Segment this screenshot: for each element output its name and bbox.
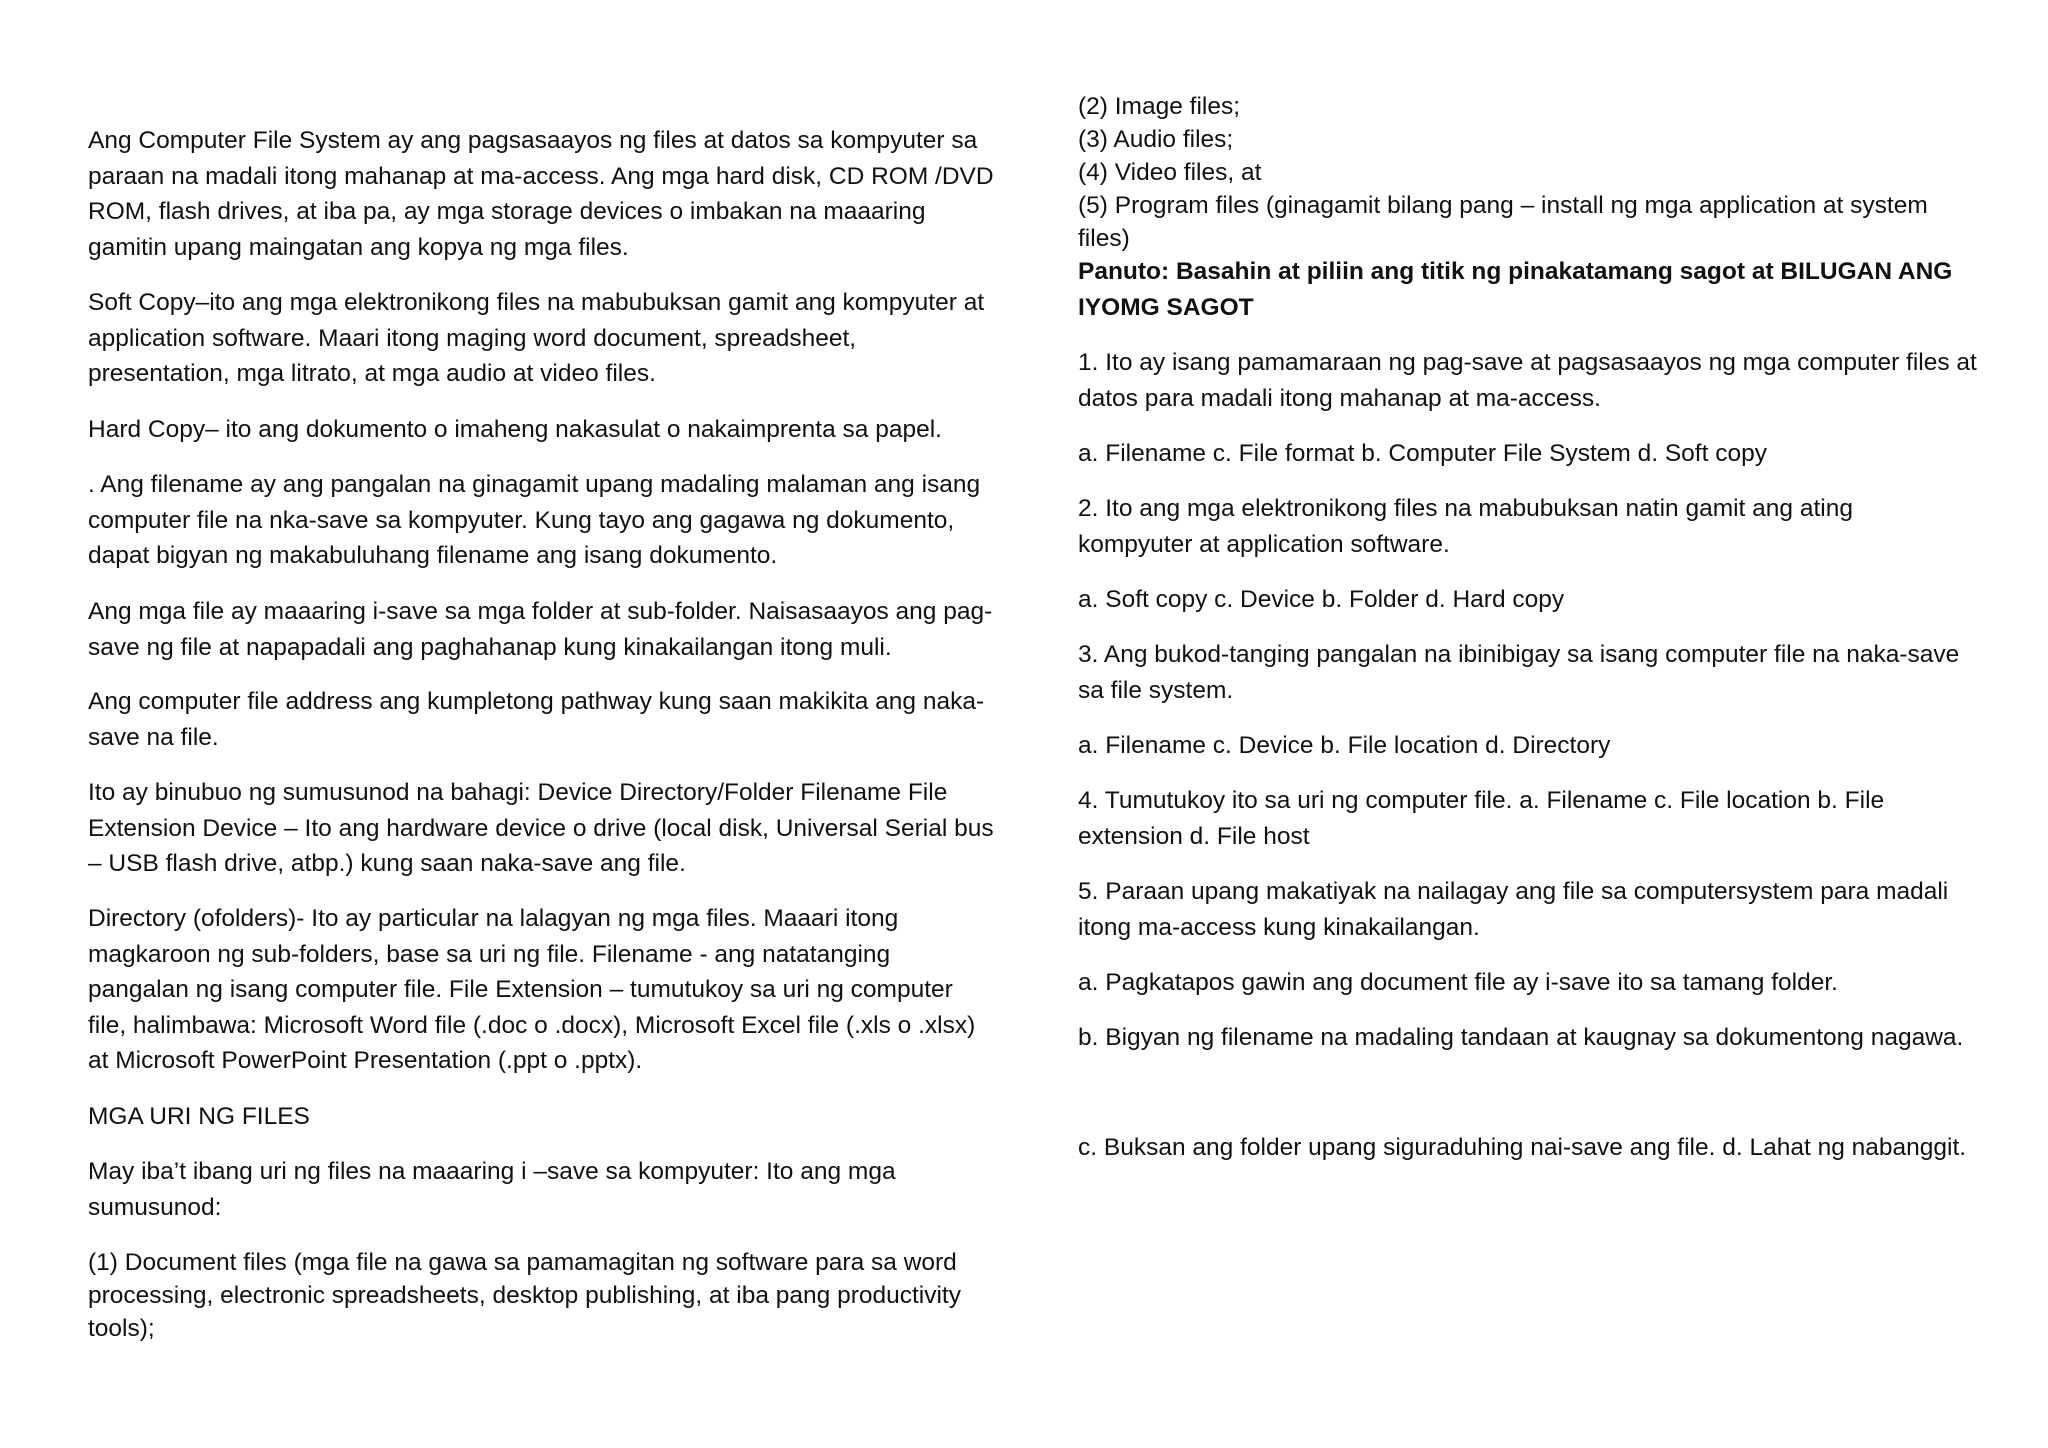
instructions: Panuto: Basahin at piliin ang titik ng pinakatamang sagot at BILUGAN ANG IYOMG SAGOT [1078, 258, 1953, 321]
paragraph-directory: Directory (ofolders)- Ito ay particular na lalagyan ng mga files. Maaari itong magkaroon ng sub-folders, base sa uri ng file. Filename - ang natatanging pangalan ng isang computer file. File Extension – tumutukoy sa uri ng computer file, halimbawa: Microsoft Word file (.doc o .docx), Microsoft Excel file (.xls o .xlsx) at Microsoft PowerPoint Presentation (.ppt o .pptx). [88, 905, 976, 1074]
paragraph-address-parts: Ito ay binubuo ng sumusunod na bahagi: Device Directory/Folder Filename File Extension Device – Ito ang hardware device o drive (local disk, Universal Serial bus – USB flash drive, atbp.) kung saan naka-save ang file. [88, 779, 994, 877]
choice-5b: b. Bigyan ng filename na madaling tandaan at kaugnay sa dokumentong nagawa. [1078, 1024, 1964, 1051]
choices-1: a. Filename c. File format b. Computer File System d. Soft copy [1078, 440, 1767, 467]
choices-3: a. Filename c. Device b. File location d. Directory [1078, 732, 1611, 759]
choices-2: a. Soft copy c. Device b. Folder d. Hard copy [1078, 586, 1565, 613]
question-1: 1. Ito ay isang pamamaraan ng pag-save at pagsasaayos ng mga computer files at datos para madali itong mahanap at ma-access. [1078, 349, 1977, 412]
question-5: 5. Paraan upang makatiyak na nailagay ang file sa computersystem para madali itong ma-access kung kinakailangan. [1078, 878, 1949, 941]
question-3: 3. Ang bukod-tanging pangalan na ibinibigay sa isang computer file na naka-save sa file system. [1078, 641, 1960, 704]
question-4: 4. Tumutukoy ito sa uri ng computer file. a. Filename c. File location b. File extension d. File host [1078, 787, 1885, 850]
choice-5c-5d: c. Buksan ang folder upang siguraduhing nai-save ang file. d. Lahat ng nabanggit. [1078, 1134, 1967, 1161]
paragraph-soft-copy: Soft Copy–ito ang mga elektronikong files na mabubuksan gamit ang kompyuter at application software. Maari itong maging word document, spreadsheet, presentation, mga litrato, at mga audio at video files. [88, 289, 985, 387]
choice-5a: a. Pagkatapos gawin ang document file ay i-save ito sa tamang folder. [1078, 969, 1838, 996]
paragraph-hard-copy: Hard Copy– ito ang dokumento o imaheng nakasulat o nakaimprenta sa papel. [88, 416, 942, 443]
paragraph-folders: Ang mga file ay maaaring i-save sa mga folder at sub-folder. Naisasaayos ang pag- save ng file at napapadali ang paghahanap kung kinakailangan itong muli. [88, 598, 993, 661]
paragraph-file-system: Ang Computer File System ay ang pagsasaayos ng files at datos sa kompyuter sa paraan na madali itong mahanap at ma-access. Ang mga hard disk, CD ROM /DVD ROM, flash drives, at iba pa, ay mga storage devices o imbakan na maaaring gamitin upang maingatan ang kopya ng mga files. [88, 127, 994, 261]
paragraph-file-types-intro: May iba’t ibang uri ng files na maaaring i –save sa kompyuter: Ito ang mga sumusunod: [88, 1158, 896, 1221]
section-heading-file-types: MGA URI NG FILES [88, 1103, 310, 1130]
paragraph-filename: . Ang filename ay ang pangalan na ginagamit upang madaling malaman ang isang computer file na nka-save sa kompyuter. Kung tayo ang gagawa ng dokumento, dapat bigyan ng makabuluhang filename ang isang dokumento. [88, 471, 981, 569]
file-types-list: (2) Image files; (3) Audio files; (4) Video files, at (5) Program files (ginagamit bilang pang – install ng mga application at system files) [1078, 93, 1928, 252]
paragraph-document-files: (1) Document files (mga file na gawa sa pamamagitan ng software para sa word processing, electronic spreadsheets, desktop publishing, at iba pang productivity tools); [88, 1249, 961, 1342]
question-2: 2. Ito ang mga elektronikong files na mabubuksan natin gamit ang ating kompyuter at application software. [1078, 495, 1853, 558]
paragraph-file-address: Ang computer file address ang kumpletong pathway kung saan makikita ang naka- save na file. [88, 688, 985, 751]
